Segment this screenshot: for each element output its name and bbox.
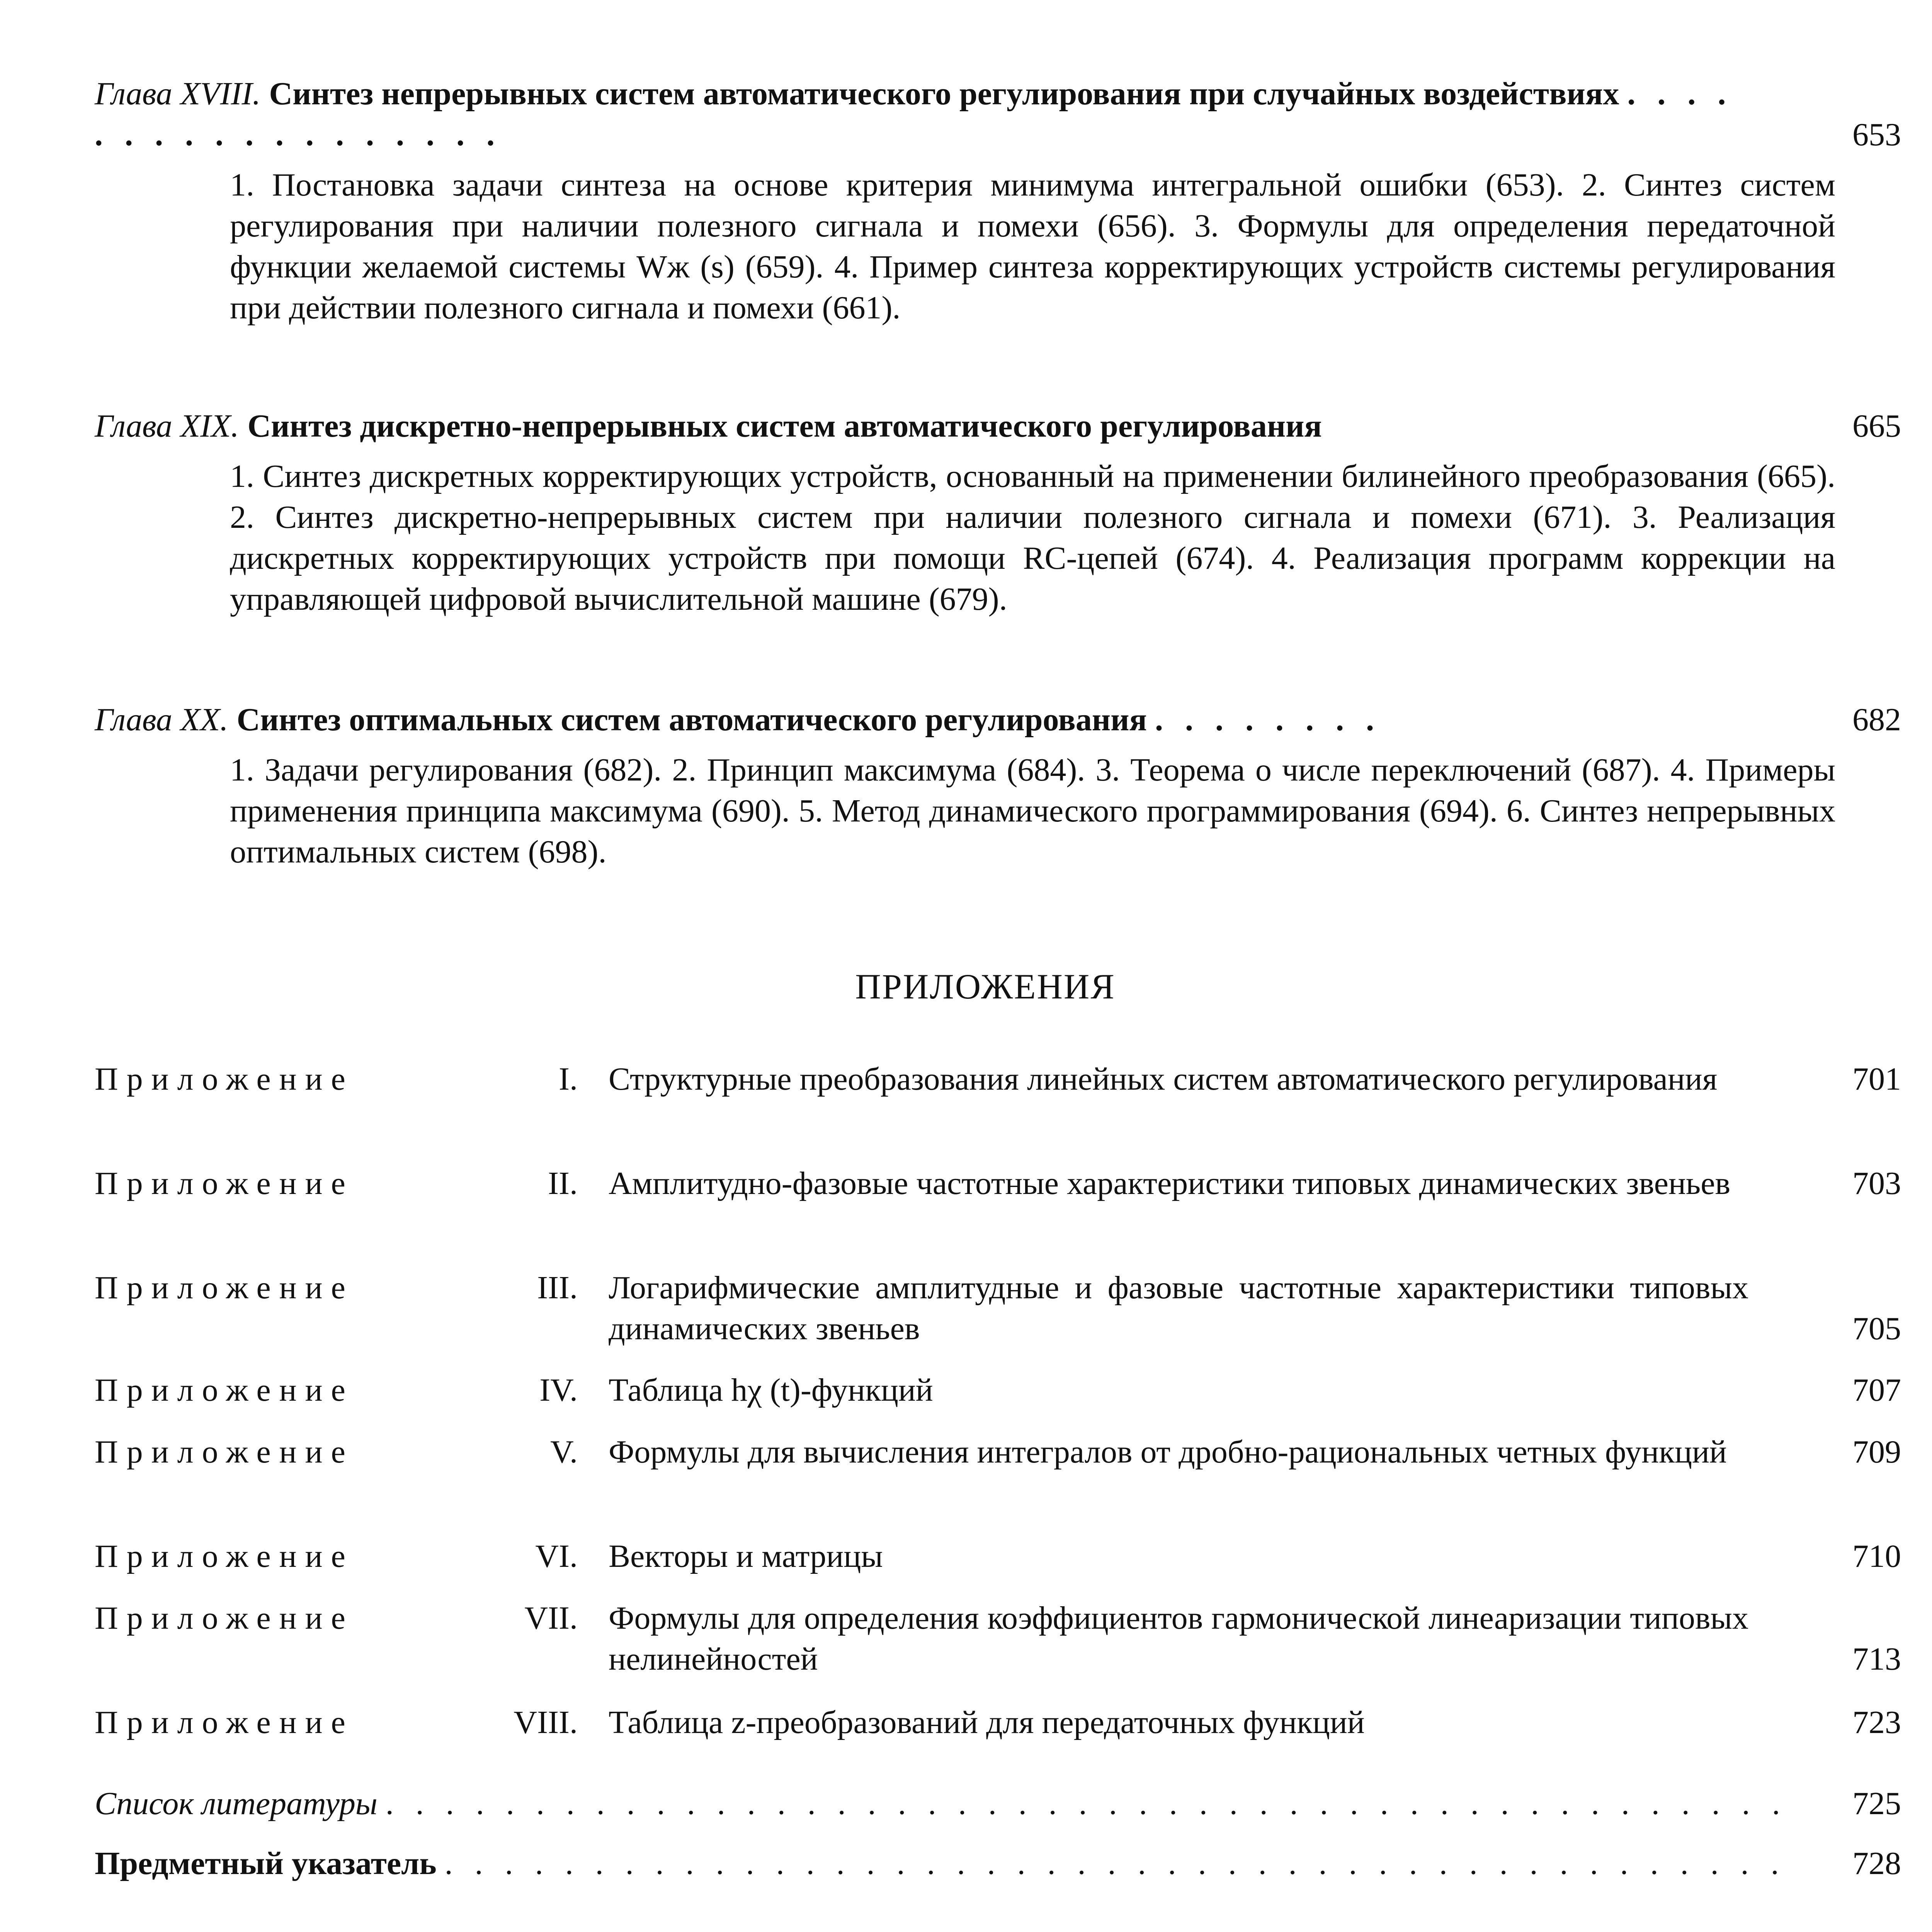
chapter-title: Синтез дискретно-непрерывных систем автоматического регулирования: [247, 408, 1322, 444]
appendix-page: 701: [1852, 1061, 1901, 1097]
appendix-word: Приложение: [95, 1061, 354, 1097]
appendix-page: 723: [1852, 1704, 1901, 1740]
chapter-heading: Глава XVIII. Синтез непрерывных систем автоматического регулирования при случайных воздействиях . . . . . . . . . . . . . . . . . . 653: [95, 73, 1901, 155]
index-page: 728: [1852, 1845, 1901, 1881]
appendix-row: [95, 1163, 1901, 1204]
chapter-sections: 1. Синтез дискретных корректирующих устройств, основанный на применении билинейного преобразования (665). 2. Синтез дискретно-непрерывных систем при наличии полезного сигнала и помехи (671). 3. Реализация дискретных корректирующих устройств при помощи RC-цепей (674). 4. Реализация программ коррекции на управляющей цифровой вычислительной машине (679).: [230, 458, 1835, 617]
appendix-number: VII.: [524, 1600, 578, 1636]
appendix-word: Приложение: [95, 1538, 354, 1574]
chapter-label: Глава XX.: [95, 702, 228, 738]
appendix-number: V.: [550, 1434, 578, 1470]
appendix-word: Приложение: [95, 1704, 354, 1740]
index-row: Предметный указатель . . . . . . . . . . . . . . . . . . . . . . . . . . . . . . . . . . . . . . . . . . . . . 728: [95, 1843, 1901, 1884]
appendix-title: Таблица z-преобразований для передаточных функций: [609, 1704, 1365, 1740]
appendix-row: [95, 1059, 1901, 1100]
appendix-page: 707: [1852, 1372, 1901, 1408]
appendix-title: Амплитудно-фазовые частотные характеристики типовых динамических звеньев: [609, 1165, 1731, 1201]
chapter-title: Синтез непрерывных систем автоматического регулирования при случайных воздействиях: [269, 76, 1619, 112]
appendix-word: Приложение: [95, 1165, 354, 1201]
chapter-title: Синтез оптимальных систем автоматического регулирования: [236, 702, 1147, 738]
chapter-18: [95, 73, 1901, 328]
appendix-title: Векторы и матрицы: [609, 1538, 883, 1574]
appendix-row: [95, 1267, 1901, 1349]
appendix-word: Приложение: [95, 1434, 354, 1470]
appendix-title: Формулы для вычисления интегралов от дробно-рациональных четных функций: [609, 1434, 1727, 1470]
appendix-page: 709: [1852, 1434, 1901, 1470]
chapter-page: 653: [1852, 117, 1901, 153]
chapter-heading: Глава XX. Синтез оптимальных систем автоматического регулирования . . . . . . . . 682: [95, 699, 1901, 740]
chapter-page: 665: [1852, 408, 1901, 444]
appendix-row: [95, 1432, 1901, 1473]
appendix-word: Приложение: [95, 1270, 354, 1306]
appendix-row: [95, 1702, 1901, 1743]
literature-row: Список литературы . . . . . . . . . . . . . . . . . . . . . . . . . . . . . . . . . . . . . . . . . . . . . . . 725: [95, 1783, 1901, 1824]
chapter-page: 682: [1852, 702, 1901, 738]
chapter-sections: 1. Задачи регулирования (682). 2. Принцип максимума (684). 3. Теорема о числе переключений (687). 4. Примеры применения принципа максимума (690). 5. Метод динамического программирования (694). 6. Синтез непрерывных оптимальных систем (698).: [230, 752, 1835, 870]
chapter-label: Глава XVIII.: [95, 76, 261, 112]
chapter-20: [95, 699, 1901, 872]
chapter-heading: [95, 406, 1901, 447]
appendix-word: Приложение: [95, 1372, 354, 1408]
appendix-row: [95, 1370, 1901, 1411]
appendix-row: [95, 1536, 1901, 1577]
appendix-title: Таблица hχ (t)-функций: [609, 1372, 933, 1408]
chapter-sections: 1. Постановка задачи синтеза на основе критерия минимума интегральной ошибки (653). 2. Синтез систем регулирования при наличии полезного сигнала и помехи (656). 3. Формулы для определения передаточной функции желаемой системы Wж (s) (659). 4. Пример синтеза корректирующих устройств системы регулирования при действии полезного сигнала и помехи (661).: [230, 167, 1835, 326]
appendix-number: VI.: [535, 1538, 578, 1574]
chapter-19: [95, 406, 1901, 620]
appendix-number: VIII.: [514, 1704, 578, 1740]
appendix-number: II.: [548, 1165, 578, 1201]
appendix-page: 713: [1852, 1641, 1901, 1677]
literature-page: 725: [1852, 1786, 1901, 1821]
appendix-word: Приложение: [95, 1600, 354, 1636]
appendix-title: Логарифмические амплитудные и фазовые частотные характеристики типовых динамических звеньев: [609, 1270, 1748, 1347]
appendices-heading: ПРИЛОЖЕНИЯ: [855, 967, 1116, 1006]
appendix-row: [95, 1598, 1901, 1680]
chapter-label: Глава XIX.: [95, 408, 239, 444]
literature-label: Список литературы: [95, 1786, 378, 1821]
index-label: Предметный указатель: [95, 1845, 437, 1881]
appendix-title: Структурные преобразования линейных систем автоматического регулирования: [609, 1061, 1718, 1097]
appendix-page: 703: [1852, 1165, 1901, 1201]
appendix-page: 710: [1852, 1538, 1901, 1574]
appendix-number: IV.: [539, 1372, 578, 1408]
appendix-page: 705: [1852, 1311, 1901, 1347]
appendix-number: I.: [559, 1061, 578, 1097]
appendix-title: Формулы для определения коэффициентов гармонической линеаризации типовых нелинейностей: [609, 1600, 1748, 1677]
appendix-number: III.: [537, 1270, 578, 1306]
